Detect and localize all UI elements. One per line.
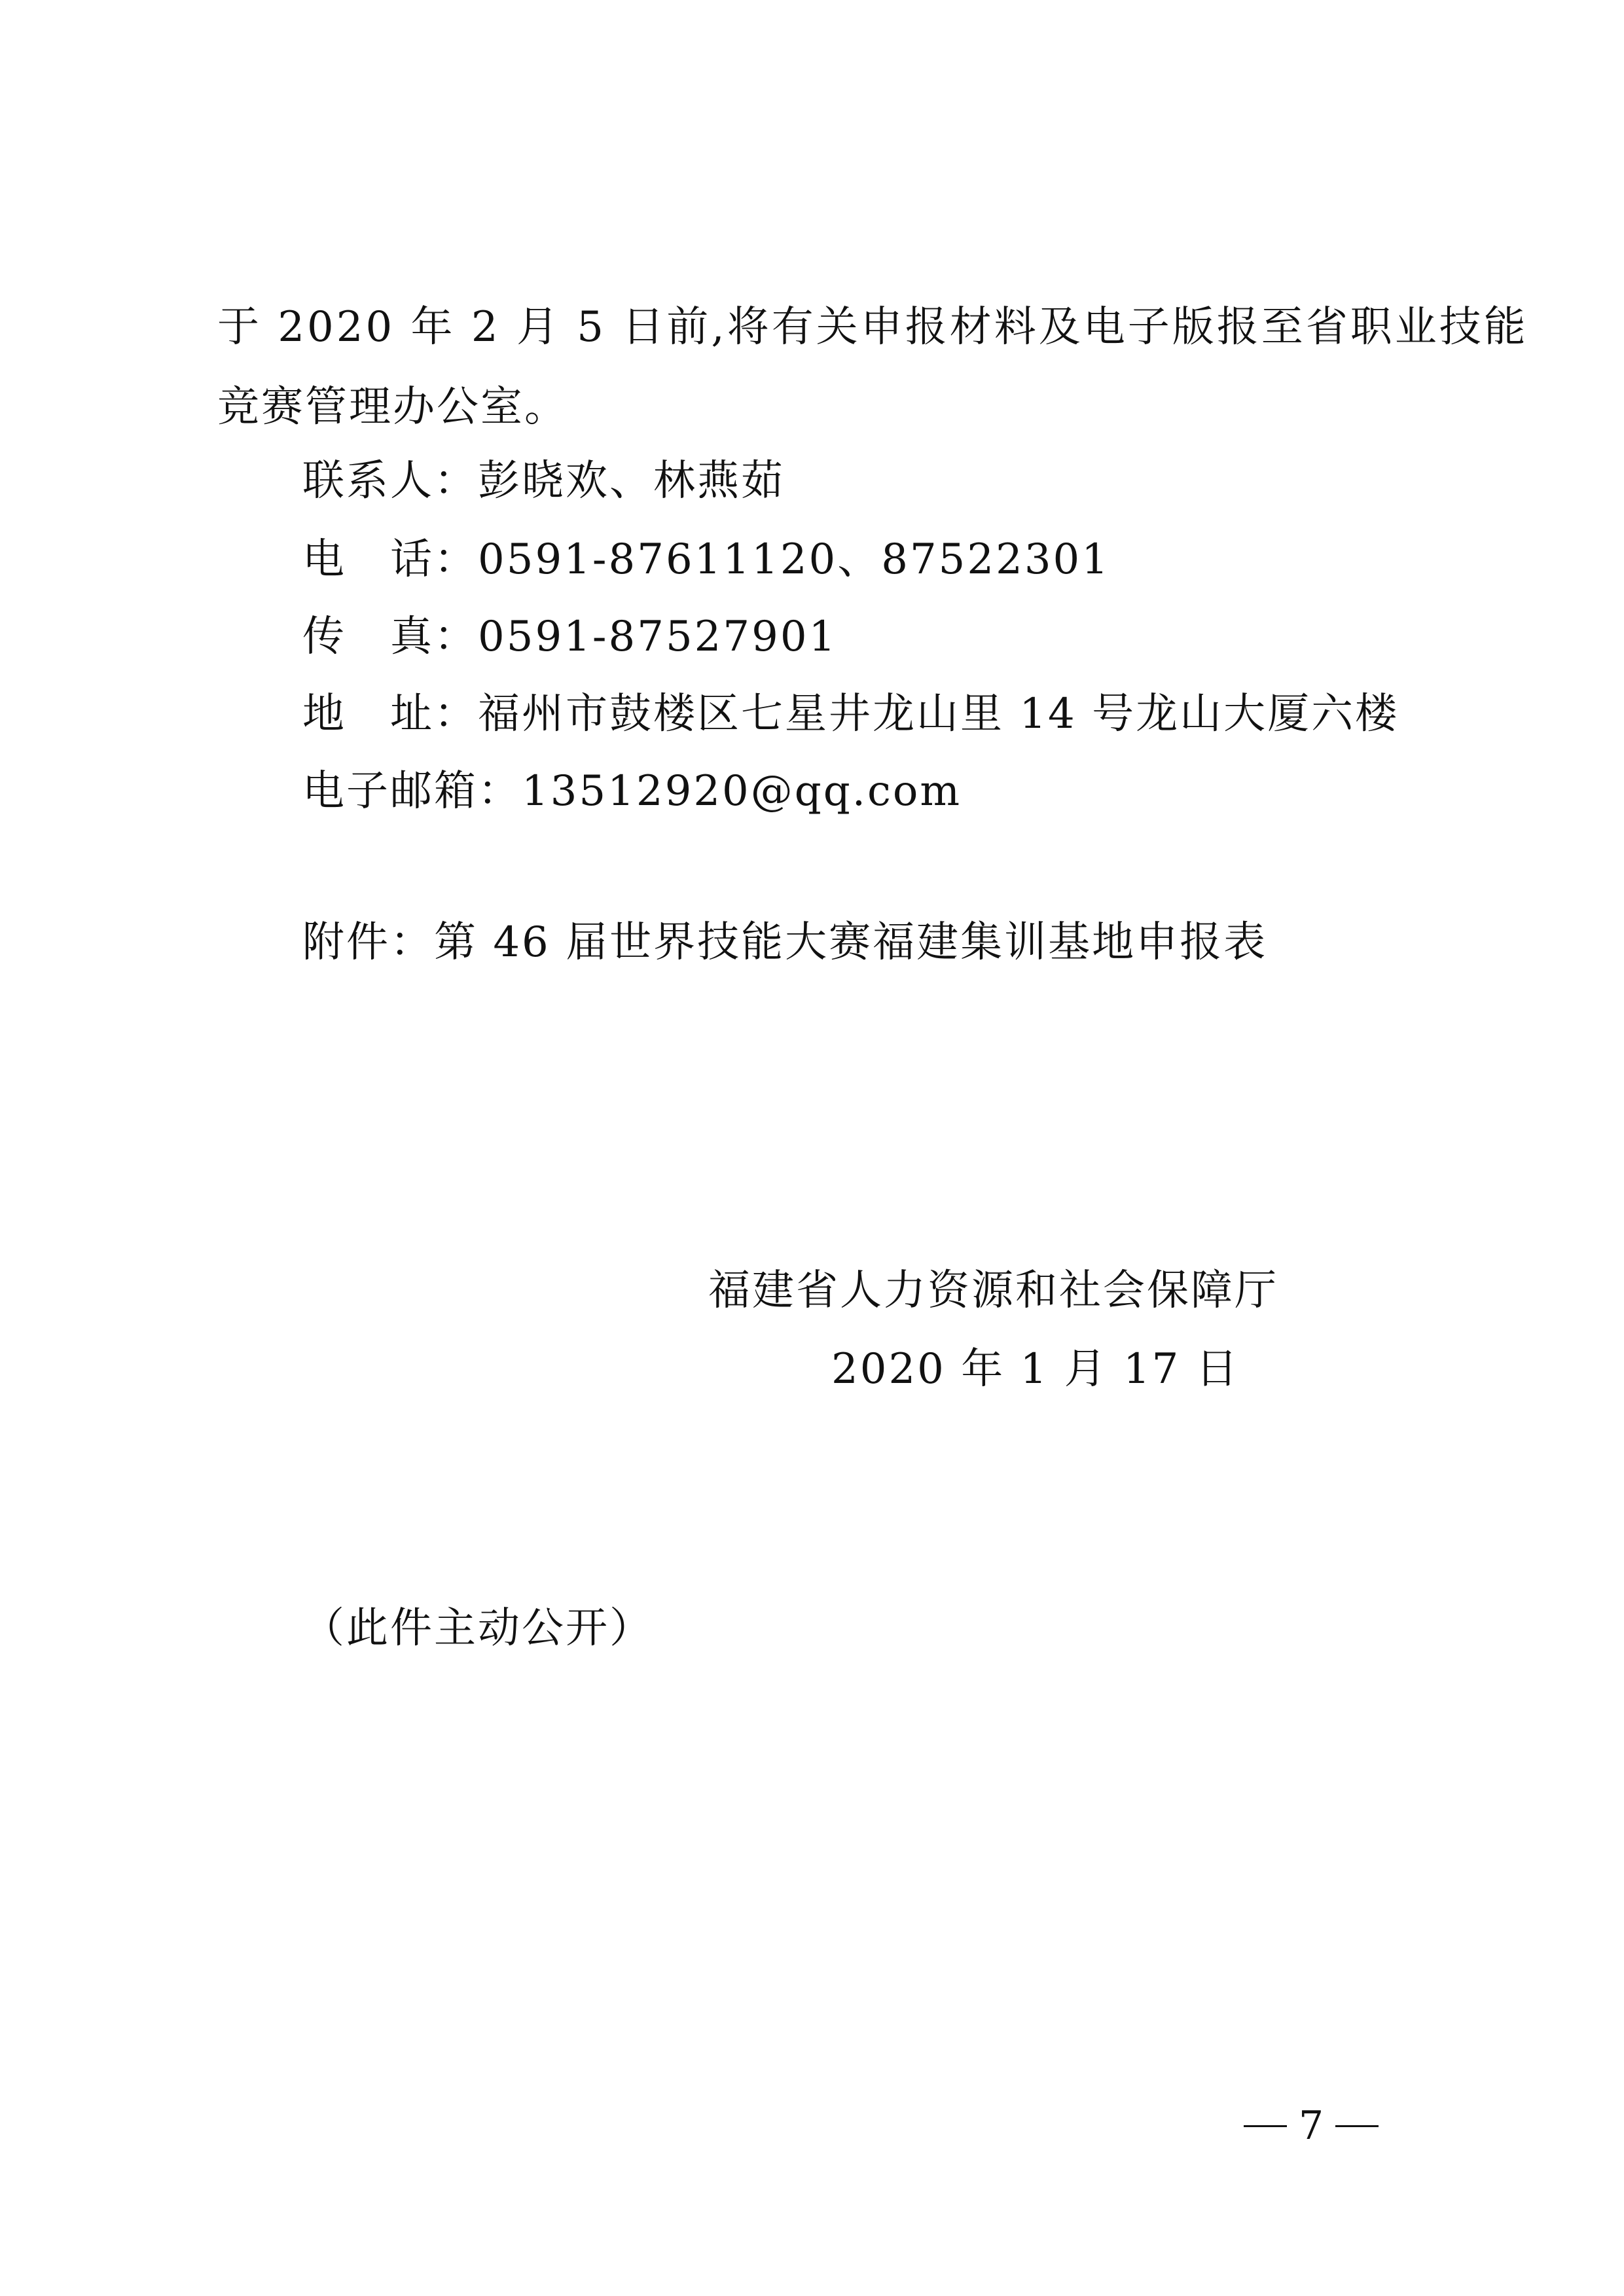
contact-address-label: 地 址 (302, 690, 434, 738)
contact-address-separator: ： (434, 690, 478, 738)
page-number-footer (1244, 2103, 1379, 2149)
page-number: 7 (1299, 2103, 1324, 2149)
contact-person-separator: ： (434, 457, 478, 505)
contact-fax-separator: ： (434, 613, 478, 661)
page-number-right-dash (1335, 2125, 1379, 2127)
page-number-left-dash (1244, 2125, 1287, 2127)
contact-person-label: 联系人 (302, 457, 434, 505)
contact-email-value: 13512920@qq.com (522, 767, 962, 816)
contact-fax-value: 0591-87527901 (478, 613, 838, 661)
contact-email-label: 电子邮箱 (302, 767, 478, 816)
contact-fax-label: 传 真 (302, 613, 434, 661)
contact-address-value: 福州市鼓楼区七星井龙山里 14 号龙山大厦六楼 (478, 690, 1399, 738)
issuing-authority: 福建省人力资源和社会保障厅 (708, 1266, 1278, 1315)
issue-date: 2020 年 1 月 17 日 (831, 1345, 1240, 1393)
contact-phone-row (302, 535, 1110, 584)
body-paragraph-line-2: 竞赛管理办公室。 (217, 383, 568, 431)
contact-email-row (302, 767, 962, 816)
contact-fax-row (302, 613, 838, 661)
contact-address-row (302, 690, 1399, 738)
attachment-separator: ： (390, 918, 434, 967)
contact-email-separator: ： (478, 767, 522, 816)
contact-phone-separator: ： (434, 535, 478, 584)
contact-person-value: 彭晓欢、林燕茹 (478, 457, 785, 505)
body-paragraph-line-1: 于 2020 年 2 月 5 日前,将有关申报材料及电子版报至省职业技能 (217, 303, 1528, 351)
attachment-title: 第 46 届世界技能大赛福建集训基地申报表 (434, 918, 1268, 967)
contact-phone-label: 电 话 (302, 535, 434, 584)
contact-phone-value: 0591-87611120、87522301 (478, 535, 1110, 584)
disclosure-note: （此件主动公开） (302, 1604, 653, 1653)
attachment-label: 附件 (302, 918, 390, 967)
contact-person-row (302, 457, 785, 505)
attachment-line (302, 918, 1268, 967)
